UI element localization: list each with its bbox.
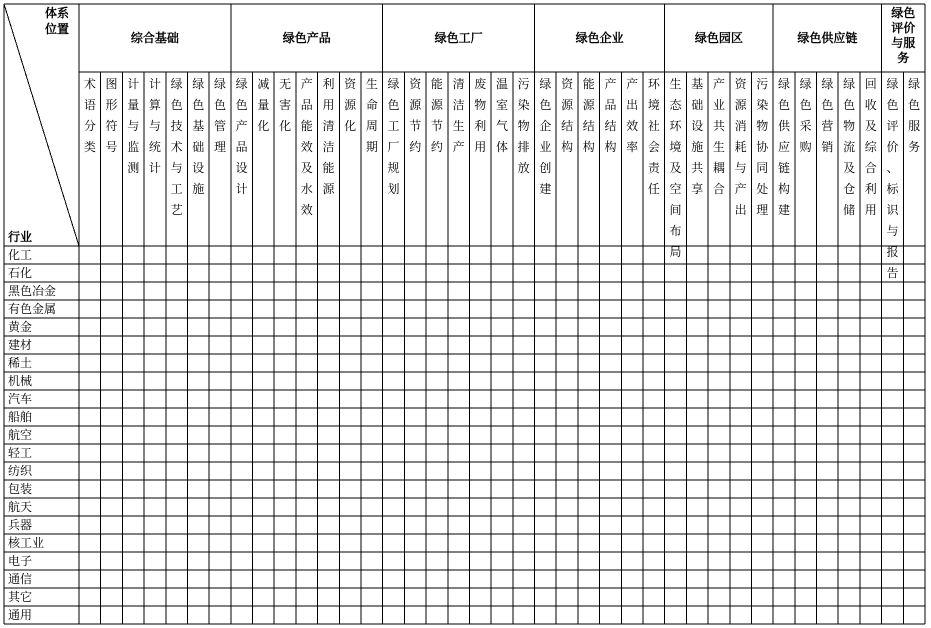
row-label-10: 航空 bbox=[8, 428, 33, 442]
row-label-2: 黑色冶金 bbox=[8, 284, 57, 298]
corner-label-bottom: 行业 bbox=[7, 230, 33, 244]
column-header-36: 回收及综合利用 bbox=[864, 77, 877, 217]
column-header-33: 绿色采购 bbox=[799, 77, 812, 154]
column-header-9: 无害化 bbox=[279, 77, 292, 133]
row-label-12: 纺织 bbox=[8, 464, 33, 478]
column-header-20: 污染物排放 bbox=[517, 77, 530, 175]
row-label-20: 通用 bbox=[8, 608, 33, 622]
row-label-16: 核工业 bbox=[8, 536, 45, 550]
row-label-17: 电子 bbox=[8, 554, 33, 568]
column-header-38: 绿色服务 bbox=[908, 77, 921, 154]
row-label-11: 轻工 bbox=[8, 446, 33, 460]
row-label-14: 航天 bbox=[8, 500, 33, 514]
column-header-2: 计量与监测 bbox=[127, 77, 140, 175]
column-header-12: 资源化 bbox=[344, 77, 357, 133]
column-header-32: 绿色供应链构建 bbox=[777, 77, 791, 217]
row-label-7: 机械 bbox=[8, 374, 33, 388]
column-header-22: 资源结构 bbox=[561, 77, 574, 154]
row-label-0: 化工 bbox=[8, 248, 33, 262]
column-header-25: 产出效率 bbox=[626, 77, 639, 154]
row-label-18: 通信 bbox=[8, 572, 33, 586]
column-header-3: 计算与统计 bbox=[148, 77, 161, 175]
row-label-3: 有色金属 bbox=[8, 302, 57, 316]
column-header-35: 绿色物流及仓储 bbox=[843, 77, 856, 217]
column-header-15: 资源节约 bbox=[409, 77, 422, 154]
column-header-17: 清洁生产 bbox=[452, 77, 465, 154]
row-label-4: 黄金 bbox=[8, 320, 33, 334]
column-header-18: 废物利用 bbox=[474, 77, 487, 154]
row-label-15: 兵器 bbox=[8, 518, 33, 532]
column-header-14: 绿色工厂规划 bbox=[387, 77, 400, 196]
column-header-26: 环境社会责任 bbox=[647, 77, 660, 196]
column-header-31: 污染物协同处理 bbox=[756, 77, 769, 217]
column-header-13: 生命周期 bbox=[365, 77, 378, 154]
row-label-8: 汽车 bbox=[8, 392, 33, 406]
column-header-7: 绿色产品设计 bbox=[235, 77, 248, 196]
row-label-5: 建材 bbox=[8, 338, 33, 352]
column-header-8: 减量化 bbox=[257, 77, 270, 133]
row-label-6: 稀土 bbox=[8, 356, 33, 370]
row-label-9: 船舶 bbox=[8, 410, 33, 424]
group-header-6: 绿色评价与服务 bbox=[891, 6, 916, 65]
column-header-4: 绿色技术与工艺 bbox=[170, 77, 183, 217]
group-header-1: 绿色产品 bbox=[282, 31, 331, 45]
corner-label-top: 体系位置 bbox=[44, 6, 70, 36]
column-header-30: 资源消耗与产出 bbox=[734, 77, 747, 217]
column-header-0: 术语分类 bbox=[83, 77, 96, 154]
group-header-2: 绿色工厂 bbox=[434, 31, 483, 45]
column-header-23: 能源结构 bbox=[582, 77, 595, 154]
row-label-13: 包装 bbox=[8, 482, 33, 496]
group-header-3: 绿色企业 bbox=[575, 31, 624, 45]
column-header-19: 温室气体 bbox=[495, 77, 509, 154]
column-header-34: 绿色营销 bbox=[821, 77, 834, 154]
column-header-11: 利用清洁能源 bbox=[322, 77, 335, 196]
column-header-28: 基础设施共享 bbox=[691, 77, 704, 196]
column-header-24: 产品结构 bbox=[604, 77, 617, 154]
column-header-37: 绿色评价、标识与报告 bbox=[886, 77, 899, 280]
group-header-5: 绿色供应链 bbox=[797, 31, 858, 45]
column-header-27: 生态环境及空间布局 bbox=[669, 77, 682, 259]
row-label-19: 其它 bbox=[8, 590, 33, 604]
column-header-10: 产品能效及水效 bbox=[300, 77, 313, 217]
column-header-5: 绿色基础设施 bbox=[192, 77, 205, 196]
column-header-6: 绿色管理 bbox=[213, 77, 227, 154]
column-header-21: 绿色企业创建 bbox=[539, 77, 552, 196]
column-header-1: 图形符号 bbox=[105, 77, 118, 154]
column-header-16: 能源节约 bbox=[430, 77, 443, 154]
column-header-29: 产业共生耦合 bbox=[712, 77, 725, 196]
group-header-4: 绿色园区 bbox=[694, 31, 743, 45]
corner-diagonal bbox=[4, 4, 79, 246]
row-label-1: 石化 bbox=[8, 266, 33, 280]
group-header-0: 综合基础 bbox=[130, 31, 179, 45]
